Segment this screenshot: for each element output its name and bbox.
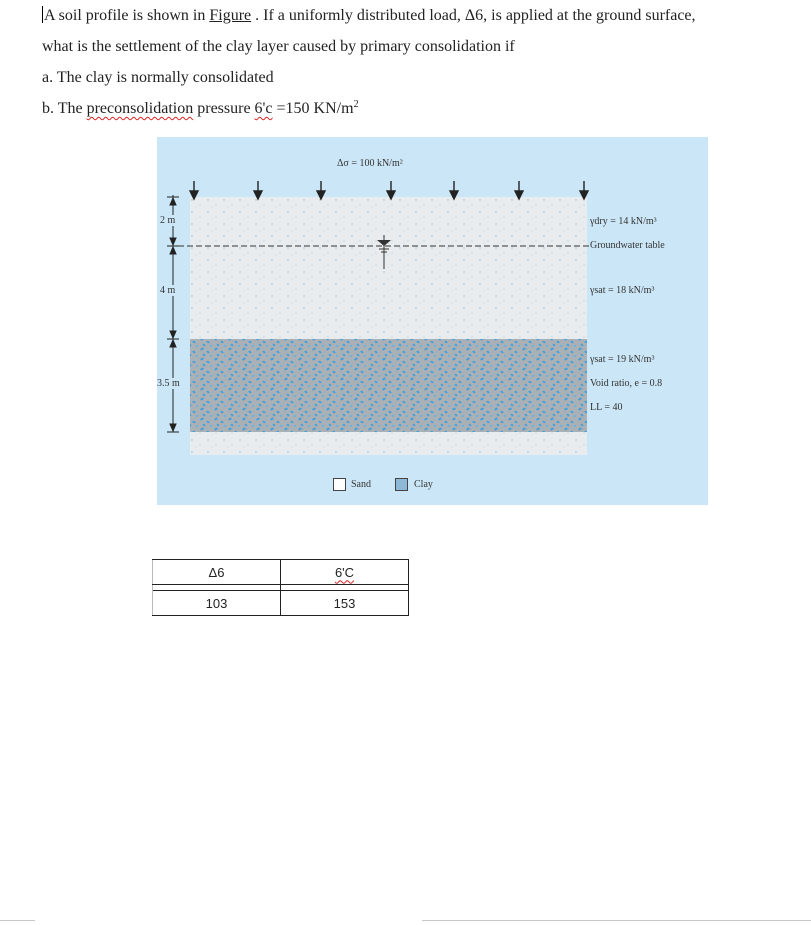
sand-layer-bottom (190, 432, 587, 455)
void-ratio-label: Void ratio, e = 0.8 (590, 378, 663, 389)
gamma-sat-sand-label: γsat = 18 kN/m³ (590, 285, 655, 296)
clay-legend-swatch (395, 478, 408, 491)
problem-line-2: what is the settlement of the clay layer caused by primary consolidation if (42, 38, 515, 55)
cell-delta-value: 103 (153, 591, 281, 616)
dimension-2m: 2 m (160, 215, 176, 226)
soil-profile-diagram (157, 137, 708, 505)
load-arrows (190, 181, 588, 199)
values-table (152, 559, 409, 616)
table-header-row (153, 560, 409, 585)
sand-legend-swatch (333, 478, 346, 491)
groundwater-label: Groundwater table (590, 240, 665, 251)
problem-text: pressure (193, 100, 255, 117)
problem-statement (42, 0, 807, 124)
header-delta: Δ6 (153, 560, 281, 585)
text-cursor (42, 6, 43, 23)
problem-text: . If a uniformly distributed load, Δ6, is applied at the ground surface, (251, 7, 696, 24)
gamma-sat-clay-label: γsat = 19 kN/m³ (590, 354, 655, 365)
misspelled-word: preconsolidation (86, 100, 194, 117)
header-preconsolidation-text: 6'C (334, 564, 355, 580)
liquid-limit-label: LL = 40 (590, 402, 623, 413)
sand-legend-label: Sand (351, 479, 371, 490)
gamma-dry-label: γdry = 14 kN/m³ (590, 216, 657, 227)
cell-preconsolidation-value: 153 (281, 591, 409, 616)
problem-item-b (42, 93, 807, 124)
clay-legend-label: Clay (414, 479, 433, 490)
soil-profile-figure (157, 137, 708, 505)
dimension-4m: 4 m (160, 285, 176, 296)
table-row (153, 591, 409, 616)
figure-link[interactable]: Figure (209, 7, 252, 24)
load-label: Δσ = 100 kN/m² (337, 158, 403, 169)
dimension-3-5m: 3.5 m (157, 378, 180, 389)
problem-text: b. The (42, 100, 87, 117)
header-preconsolidation (281, 560, 409, 585)
misspelled-symbol: 6'c (254, 100, 273, 117)
superscript: 2 (353, 99, 359, 110)
page-divider-left (0, 920, 35, 921)
problem-item-a: a. The clay is normally consolidated (42, 69, 274, 86)
dimension-lines (167, 195, 179, 432)
sand-layer (190, 197, 587, 339)
page-divider-right (422, 920, 811, 921)
problem-text: =150 KN/m (272, 100, 354, 117)
problem-line-1 (42, 0, 807, 31)
problem-text: A soil profile is shown in (44, 7, 210, 24)
clay-layer (190, 339, 587, 432)
